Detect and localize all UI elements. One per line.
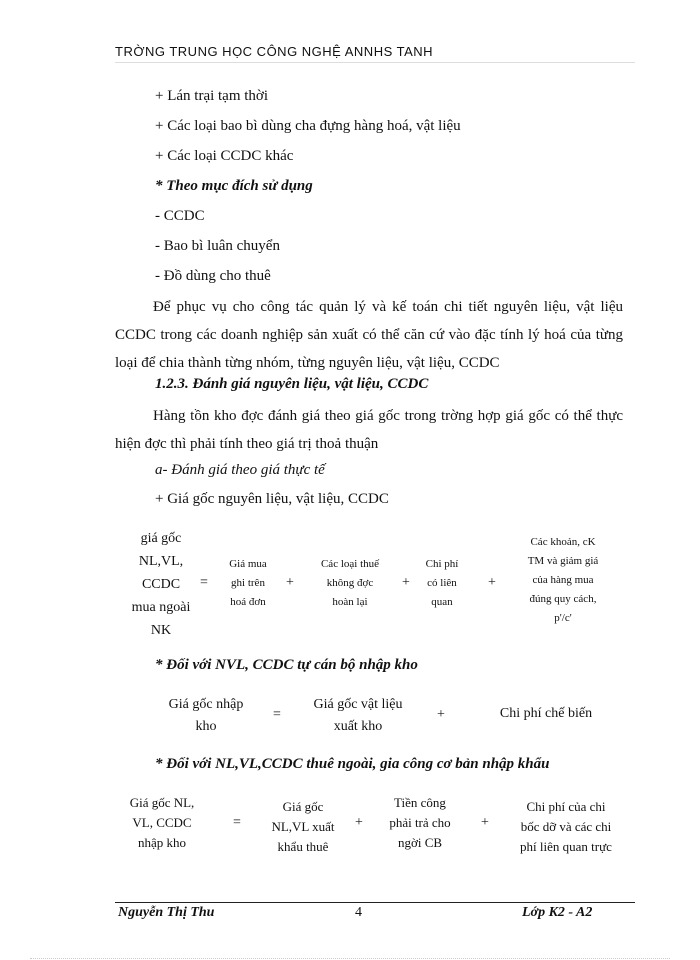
formula1-term: Các loại thuế không đợc hoàn lại (320, 558, 380, 608)
subheading-purpose: * Theo mục đích sử dụng (155, 178, 313, 194)
list-item: + Các loại CCDC khác (155, 148, 294, 164)
section-title: 1.2.3. Đánh giá nguyên liệu, vật liệu, CCDC (155, 376, 429, 392)
list-item: + Lán trại tạm thời (155, 88, 269, 104)
plus-sign: + (437, 707, 445, 722)
equals-sign: = (273, 707, 281, 722)
formula2-term: Giá gốc vật liệu xuất kho (313, 697, 403, 734)
plus-sign: + (355, 815, 363, 830)
footer-rule (115, 902, 635, 903)
equals-sign: = (233, 815, 241, 830)
formula3-lhs: Giá gốc NL, VL, CCDC nhập kho (129, 795, 195, 850)
list-item: - CCDC (155, 208, 205, 224)
formula1-term: Giá mua ghi trên hoá đơn (229, 558, 267, 608)
list-item: - Bao bì luân chuyển (155, 238, 280, 254)
heading-outsourced: * Đối với NL,VL,CCDC thuê ngoài, gia công cơ bản nhập khẩu (155, 756, 550, 772)
formula1-lhs: giá gốc NL,VL, CCDC mua ngoài NK (131, 531, 191, 638)
formula3-term: Tiền công phải trả cho ngời CB (389, 795, 451, 850)
list-item: + Các loại bao bì dùng cha đựng hàng hoá, vật liệu (155, 118, 461, 134)
page-bottom-border (30, 958, 670, 959)
plus-sign: + (402, 575, 410, 590)
list-item: - Đồ dùng cho thuê (155, 268, 271, 284)
formula1-term: Chi phí có liên quan (425, 558, 459, 608)
paragraph-classification: Để phục vụ cho công tác quản lý và kế toán chi tiết nguyên liệu, vật liệu CCDC trong các doanh nghiệp sản xuất có thể căn cứ vào đặc tính lý hoá của từng loại để chia thành từng nhóm, từng nguyên liệu, vật liệu, CCDC (115, 299, 623, 371)
footer-class: Lớp K2 - A2 (522, 905, 593, 920)
equals-sign: = (200, 575, 208, 590)
formula3-term: Giá gốc NL,VL xuất khẩu thuê (271, 799, 335, 854)
subheading-actual-cost: a- Đánh giá theo giá thực tế (155, 462, 325, 478)
plus-sign: + (488, 575, 496, 590)
paragraph-valuation: Hàng tồn kho đợc đánh giá theo giá gốc trong trờng hợp giá gốc có thể thực hiện đợc thì phải tính theo giá trị thoả thuận (115, 408, 623, 452)
page-number: 4 (355, 905, 362, 920)
plus-sign: + (481, 815, 489, 830)
header-rule (115, 62, 635, 63)
heading-self-made: * Đối với NVL, CCDC tự cán bộ nhập kho (155, 657, 418, 673)
plus-sign: + (286, 575, 294, 590)
formula2-lhs: Giá gốc nhập kho (168, 697, 244, 734)
formula2-term: Chi phí chế biến (499, 706, 593, 721)
formula3-term: Chi phí của chi bốc dỡ và các chi phí liên quan trực (520, 799, 612, 854)
list-item: + Giá gốc nguyên liệu, vật liệu, CCDC (155, 491, 389, 507)
formula1-term: Các khoản, cK TM và giảm giá của hàng mua đúng quy cách, p'/c' (527, 536, 599, 624)
page-header: TRỜNG TRUNG HỌC CÔNG NGHỆ ANNHS TANH (115, 44, 434, 59)
footer-author: Nguyễn Thị Thu (118, 905, 215, 920)
